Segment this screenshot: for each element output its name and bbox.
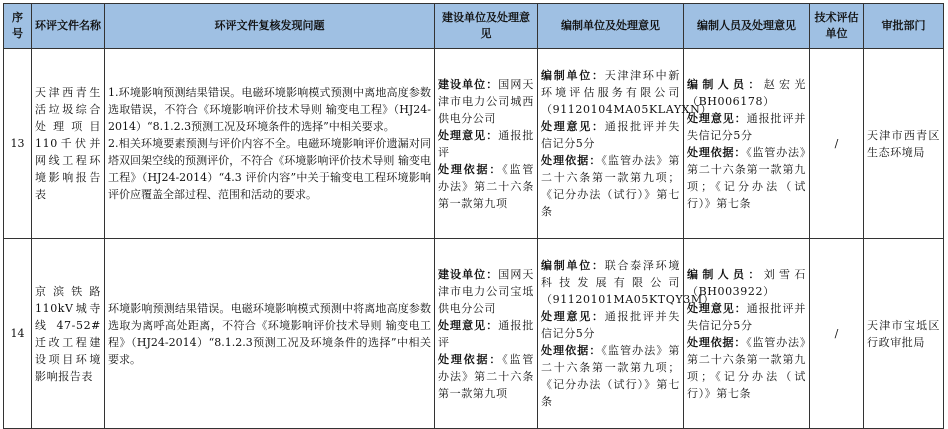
table-header-row <box>4 4 944 49</box>
review-results-table <box>3 3 944 429</box>
row-issues <box>105 239 435 429</box>
row-issues <box>105 49 435 239</box>
builder-opinion: 处理意见：通报批评 <box>438 318 534 349</box>
row-compiler <box>538 239 715 429</box>
header-personnel: 编制人员及处理意见 <box>684 4 810 49</box>
row-doc-name: 京滨铁路110kV城寺线47-52#迁改工程建设项目环境影响报告表 <box>32 239 105 429</box>
table-row <box>4 239 944 429</box>
compiler-unit: 编制单位：联合泰泽环境科技发展有限公司（91120101MA05KTQY3M） <box>541 259 715 306</box>
row-compiler <box>538 49 712 239</box>
header-doc-name: 环评文件名称 <box>32 4 105 49</box>
issue-item: 环境影响预测结果错误。电磁环境影响模式预测中将离地高度参数选取为离呼高处距离，不符合《环境影响评价技术导则 输变电工程》（HJ24-2014）“8.1.2.3预测工况及环境条件的选择”中相关要求。 <box>108 301 431 366</box>
header-tech-unit: 技术评估单位 <box>810 4 864 49</box>
personnel-basis: 处理依据：《监管办法》第二十六条第一款第九项；《记分办法（试行）》第七条 <box>687 145 806 210</box>
header-seq: 序号 <box>4 4 32 49</box>
row-seq: 14 <box>4 239 32 429</box>
compiler-opinion: 处理意见：通报批评并失信记分5分 <box>541 120 680 150</box>
row-doc-name: 天津西青生活垃圾综合处理项目110千伏并网线工程环境影响报告表 <box>32 49 105 239</box>
header-builder: 建设单位及处理意见 <box>435 4 538 49</box>
personnel-opinion: 处理意见：通报批评并失信记分5分 <box>687 301 807 332</box>
builder-basis: 处理依据：《监管办法》第二十六条第一款第九项 <box>438 352 535 400</box>
personnel-staff: 编制人员：赵宏光（BH006178） <box>687 77 807 108</box>
builder-basis: 处理依据：《监管办法》第二十六条第一款第九项 <box>438 162 535 210</box>
builder-unit: 建设单位：国网天津市电力公司城西供电分公司 <box>438 77 534 125</box>
personnel-opinion: 处理意见：通报批评并失信记分5分 <box>687 111 807 142</box>
builder-unit: 建设单位：国网天津市电力公司宝坻供电分公司 <box>438 267 534 315</box>
compiler-basis: 处理依据：《监管办法》第二十六条第一款第九项；《记分办法（试行）》第七条 <box>541 154 681 218</box>
issue-item: 2.相关环境要素预测与评价内容不全。电磁环境影响评价遗漏对同塔双回架空线的预测评价，不符合《环境影响评价技术导则 输变电工程》（HJ24-2014）“4.3 评价内容”中关于输变电工程环境影响评价应覆盖全部过程、范围和活动的要求。 <box>108 137 431 201</box>
builder-opinion: 处理意见：通报批评 <box>438 128 534 159</box>
row-personnel <box>684 49 810 239</box>
row-tech-unit: / <box>810 239 864 429</box>
row-personnel <box>684 239 810 429</box>
compiler-unit: 编制单位：天津津环中新环境评估服务有限公司（91120104MA05KLAYXN） <box>541 69 712 116</box>
row-approval: 天津市宝坻区行政审批局 <box>864 239 944 429</box>
row-builder <box>435 239 538 429</box>
issue-item: 1.环境影响预测结果错误。电磁环境影响模式预测中离地高度参数选取错误，不符合《环境影响评价技术导则 输变电工程》（HJ24-2014）“8.1.2.3预测工况及环境条件的选择”中相关要求。 <box>108 86 431 133</box>
row-approval: 天津市西青区生态环境局 <box>864 49 944 239</box>
row-tech-unit: / <box>810 49 864 239</box>
compiler-opinion: 处理意见：通报批评并失信记分5分 <box>541 310 680 340</box>
personnel-staff: 编制人员：刘雪石（BH003922） <box>687 267 807 298</box>
header-compiler: 编制单位及处理意见 <box>538 4 684 49</box>
table-row <box>4 49 944 239</box>
row-builder <box>435 49 538 239</box>
row-seq: 13 <box>4 49 32 239</box>
review-table-wrapper <box>3 3 944 429</box>
personnel-basis: 处理依据：《监管办法》第二十六条第一款第九项；《记分办法（试行）》第七条 <box>687 335 806 400</box>
header-issues: 环评文件复核发现问题 <box>105 4 435 49</box>
compiler-basis: 处理依据：《监管办法》第二十六条第一款第九项；《记分办法（试行）》第七条 <box>541 344 681 408</box>
header-approval: 审批部门 <box>864 4 944 49</box>
